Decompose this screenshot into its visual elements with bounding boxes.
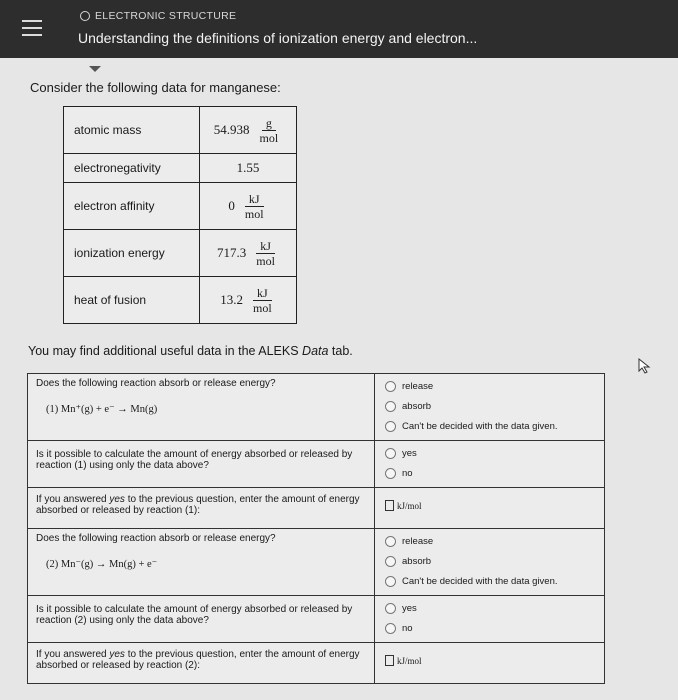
question-4-text: Does the following reaction absorb or release energy? bbox=[36, 533, 276, 544]
table-row bbox=[64, 154, 297, 183]
unit-fraction bbox=[249, 286, 276, 315]
collapse-chevron-icon[interactable] bbox=[89, 66, 101, 72]
property-label: electronegativity bbox=[64, 154, 200, 183]
table-row bbox=[64, 277, 297, 324]
unit-numerator: g bbox=[262, 116, 276, 131]
property-value: 13.2 bbox=[220, 292, 244, 307]
question-5-text: Is it possible to calculate the amount of energy absorbed or released by reaction (2) using only the data above? bbox=[28, 596, 375, 643]
topic-status-icon bbox=[80, 11, 90, 21]
q1-option-absorb[interactable]: absorb bbox=[385, 396, 604, 416]
table-row bbox=[28, 488, 605, 529]
q4-option-absorb[interactable]: absorb bbox=[385, 551, 604, 571]
reaction-1: (1) Mn⁺(g) + e⁻ → Mn(g) bbox=[46, 404, 158, 415]
unit-denominator: mol bbox=[244, 206, 264, 221]
top-header bbox=[0, 0, 678, 58]
unit-denominator: mol bbox=[256, 253, 275, 268]
intro-text: Consider the following data for manganese: bbox=[30, 80, 281, 95]
q3-energy-input[interactable]: kJ/mol bbox=[385, 500, 604, 511]
radio-button[interactable] bbox=[385, 623, 396, 634]
table-row bbox=[28, 529, 605, 596]
table-row bbox=[64, 230, 297, 277]
property-label: ionization energy bbox=[64, 230, 200, 277]
content-area bbox=[0, 58, 678, 700]
q2-option-no[interactable]: no bbox=[385, 463, 604, 483]
q1-option-cant-decide[interactable]: Can't be decided with the data given. bbox=[385, 416, 604, 436]
table-row bbox=[28, 596, 605, 643]
table-row bbox=[64, 107, 297, 154]
questions-table bbox=[27, 373, 605, 684]
unit-fraction bbox=[252, 239, 279, 268]
radio-button[interactable] bbox=[385, 468, 396, 479]
question-2-text: Is it possible to calculate the amount of energy absorbed or released by reaction (1) using only the data above? bbox=[28, 441, 375, 488]
unit-denominator: mol bbox=[259, 130, 279, 145]
unit-fraction bbox=[241, 192, 268, 221]
q4-option-cant-decide[interactable]: Can't be decided with the data given. bbox=[385, 571, 604, 591]
table-row bbox=[64, 183, 297, 230]
q4-option-release[interactable]: release bbox=[385, 531, 604, 551]
property-label: electron affinity bbox=[64, 183, 200, 230]
hamburger-menu-icon[interactable] bbox=[22, 20, 42, 36]
reaction-2: (2) Mn⁻(g) → Mn(g) + e⁻ bbox=[46, 559, 158, 570]
property-value: 54.938 bbox=[213, 122, 250, 137]
topic-category-label: ELECTRONIC STRUCTURE bbox=[95, 10, 237, 22]
property-value: 1.55 bbox=[236, 160, 260, 175]
radio-button[interactable] bbox=[385, 536, 396, 547]
table-row bbox=[28, 643, 605, 684]
data-tab-link[interactable]: Data bbox=[302, 344, 329, 358]
answer-input-box[interactable] bbox=[385, 500, 394, 511]
properties-table bbox=[63, 106, 297, 324]
radio-button[interactable] bbox=[385, 576, 396, 587]
question-6-text: If you answered yes to the previous question, enter the amount of energy absorbed or released by reaction (2): bbox=[28, 643, 375, 684]
page-title: Understanding the definitions of ionization energy and electron... bbox=[78, 30, 478, 46]
property-label: heat of fusion bbox=[64, 277, 200, 324]
radio-button[interactable] bbox=[385, 381, 396, 392]
unit-fraction bbox=[256, 116, 283, 145]
aleks-data-note: You may find additional useful data in the ALEKS Data tab. bbox=[28, 344, 353, 358]
q5-option-yes[interactable]: yes bbox=[385, 598, 604, 618]
topic-category bbox=[80, 10, 236, 22]
q2-option-yes[interactable]: yes bbox=[385, 443, 604, 463]
mouse-pointer-icon bbox=[638, 358, 652, 374]
q5-option-no[interactable]: no bbox=[385, 618, 604, 638]
table-row bbox=[28, 441, 605, 488]
question-1-text: Does the following reaction absorb or release energy? bbox=[36, 378, 276, 389]
radio-button[interactable] bbox=[385, 603, 396, 614]
unit-numerator: kJ bbox=[245, 192, 264, 207]
answer-input-box[interactable] bbox=[385, 655, 394, 666]
radio-button[interactable] bbox=[385, 421, 396, 432]
property-value: 717.3 bbox=[217, 245, 247, 260]
radio-button[interactable] bbox=[385, 401, 396, 412]
radio-button[interactable] bbox=[385, 448, 396, 459]
radio-button[interactable] bbox=[385, 556, 396, 567]
property-label: atomic mass bbox=[64, 107, 200, 154]
property-value: 0 bbox=[228, 198, 235, 213]
q1-option-release[interactable]: release bbox=[385, 376, 604, 396]
unit-denominator: mol bbox=[253, 300, 272, 315]
unit-numerator: kJ bbox=[253, 286, 272, 301]
question-3-text: If you answered yes to the previous question, enter the amount of energy absorbed or released by reaction (1): bbox=[28, 488, 375, 529]
q6-energy-input[interactable]: kJ/mol bbox=[385, 655, 604, 666]
table-row bbox=[28, 374, 605, 441]
unit-numerator: kJ bbox=[256, 239, 275, 254]
